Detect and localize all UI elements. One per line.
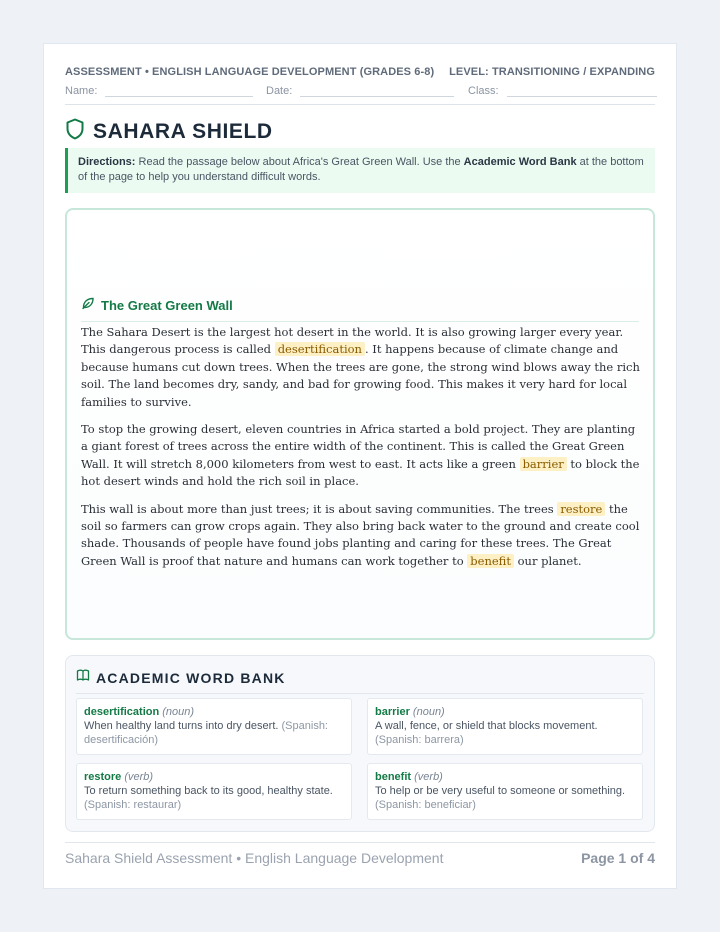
word-term: benefit <box>375 771 412 783</box>
passage-header <box>81 296 639 322</box>
word-spanish: (Spanish: desertificación) <box>84 720 328 746</box>
worksheet-page <box>43 43 677 889</box>
student-fields <box>65 84 655 98</box>
word-definition: A wall, fence, or shield that blocks movement. <box>375 720 598 732</box>
p1-text-b: . It happens because of climate change and because humans cut down trees. When the trees are gone, the strong wind blows away the rich soil. The land becomes dry, sandy, and bad for growing food. This makes it very hard for local families to survive. <box>81 342 640 409</box>
date-line[interactable] <box>300 84 454 97</box>
p3-text-b: the soil so farmers can grow crops again. They also bring back water to the ground and create cool shade. Thousands of people have found jobs planting and caring for these trees. The Great Green Wall is proof that nature and humans can work together to <box>81 501 640 568</box>
header-divider <box>65 104 655 105</box>
directions-text-2: at the bottom of the page to help you understand difficult words. <box>78 156 644 183</box>
word-pos: (noun) <box>162 706 195 718</box>
directions-box <box>65 148 655 193</box>
passage-body <box>81 324 641 580</box>
name-field[interactable] <box>65 84 253 97</box>
page-number: Page 1 of 4 <box>581 850 655 866</box>
level-label: LEVEL: TRANSITIONING / EXPANDING <box>449 66 655 78</box>
directions-text-1: Read the passage below about Africa's Great Green Wall. Use the <box>135 156 464 168</box>
class-line[interactable] <box>507 84 657 97</box>
word-bank-title: ACADEMIC WORD BANK <box>96 669 286 686</box>
word-spanish: (Spanish: beneficiar) <box>375 799 476 811</box>
title-row <box>65 118 273 145</box>
word-bank-header <box>76 668 644 694</box>
name-label: Name: <box>65 85 98 97</box>
name-line[interactable] <box>105 84 253 97</box>
assessment-label: ASSESSMENT • ENGLISH LANGUAGE DEVELOPMENT (GRADES 6-8) <box>65 66 435 78</box>
term-highlight: benefit <box>467 554 514 568</box>
p3-text-c: our planet. <box>513 553 582 568</box>
shield-icon <box>65 118 85 145</box>
word-term: desertification <box>84 706 160 718</box>
word-pos: (noun) <box>412 706 445 718</box>
p1-text-a: The Sahara Desert is the largest hot desert in the world. It is also growing larger every year. This dangerous process is called <box>81 325 624 357</box>
footer-divider <box>65 842 655 843</box>
term-highlight: restore <box>557 502 605 516</box>
passage-card <box>65 208 655 640</box>
word-definition: When healthy land turns into dry desert. <box>84 720 279 732</box>
footer-title: Sahara Shield Assessment • English Language Development <box>65 850 444 866</box>
book-icon <box>76 668 90 687</box>
word-definition: To help or be very useful to someone or something. <box>375 785 626 797</box>
word-bank <box>65 655 655 832</box>
word-card <box>76 763 352 820</box>
passage-title: The Great Green Wall <box>101 298 233 313</box>
word-card <box>367 698 643 755</box>
term-highlight: barrier <box>520 457 567 471</box>
term-highlight: desertification <box>275 342 365 356</box>
class-field[interactable] <box>468 84 657 97</box>
directions-bold: Academic Word Bank <box>463 156 577 168</box>
p3-text-a: This wall is about more than just trees; it is about saving communities. The trees <box>81 501 558 516</box>
p2-text-a: To stop the growing desert, eleven countries in Africa started a bold project. They are planting a giant forest of trees across the entire width of the continent. This is called the Great Green Wall. It will stretch 8,000 kilometers from west to east. It acts like a green <box>81 422 636 471</box>
paragraph-2 <box>81 421 641 491</box>
class-label: Class: <box>468 85 499 97</box>
header-meta <box>65 66 655 78</box>
leaf-icon <box>81 296 95 315</box>
page-footer <box>65 850 655 866</box>
word-card <box>367 763 643 820</box>
directions-lead: Directions: <box>78 156 136 168</box>
word-spanish: (Spanish: restaurar) <box>84 799 182 811</box>
date-field[interactable] <box>266 84 454 97</box>
p2-text-b: to block the hot desert winds and hold the rich soil in place. <box>81 456 640 489</box>
word-pos: (verb) <box>124 771 154 783</box>
word-term: restore <box>84 771 122 783</box>
paragraph-3 <box>81 501 641 571</box>
paragraph-1 <box>81 324 641 411</box>
word-term: barrier <box>375 706 410 718</box>
date-label: Date: <box>266 85 293 97</box>
page-title: SAHARA SHIELD <box>93 119 273 143</box>
word-card <box>76 698 352 755</box>
word-pos: (verb) <box>414 771 443 783</box>
word-spanish: (Spanish: barrera) <box>375 734 464 746</box>
word-definition: To return something back to its good, healthy state. <box>84 785 333 797</box>
